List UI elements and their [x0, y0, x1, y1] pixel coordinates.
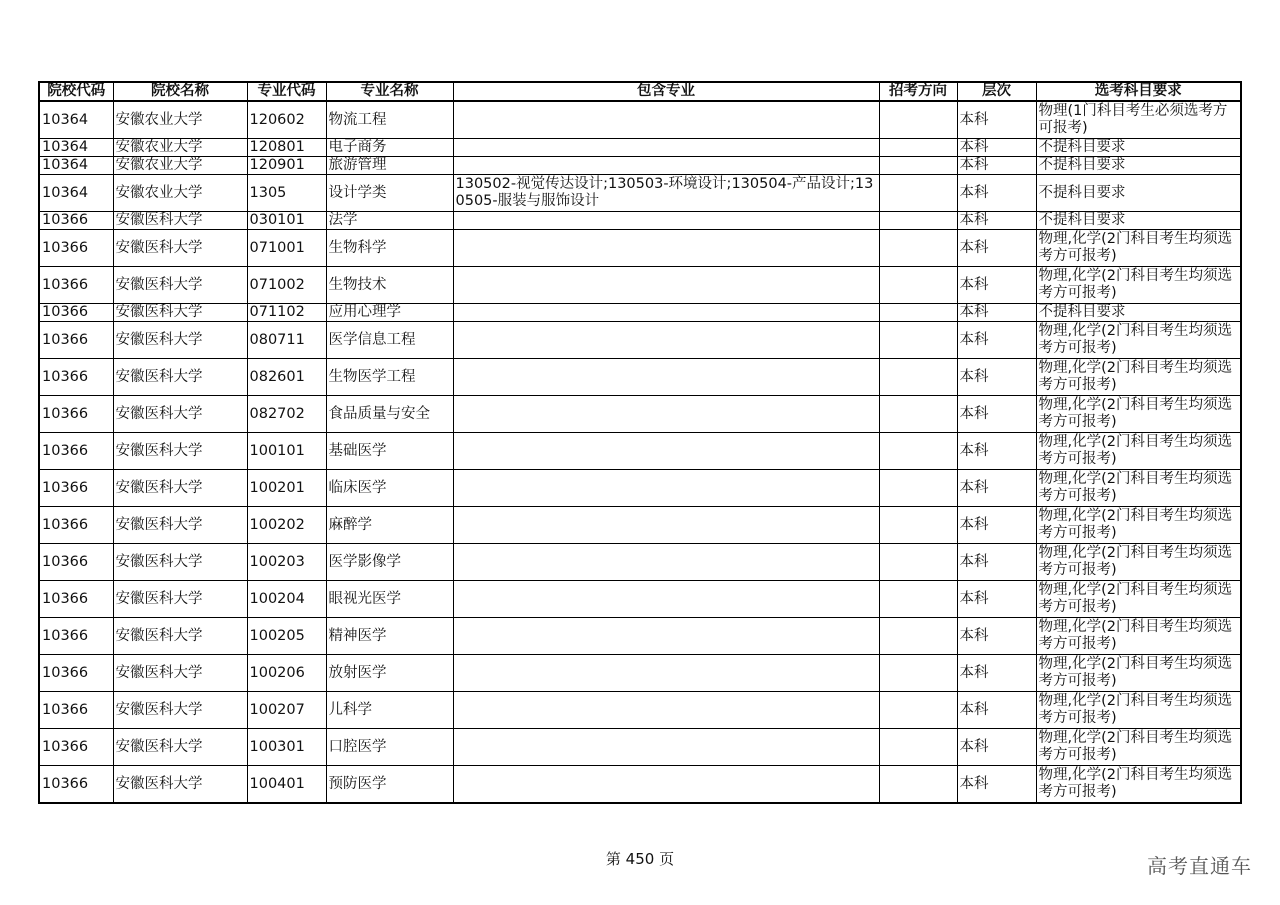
cell-school-name: 安徽农业大学 — [113, 139, 247, 157]
cell-direction — [879, 359, 957, 396]
cell-school-name: 安徽医科大学 — [113, 267, 247, 304]
cell-direction — [879, 618, 957, 655]
cell-level: 本科 — [957, 433, 1036, 470]
cell-direction — [879, 304, 957, 322]
table-body — [39, 101, 1241, 803]
cell-school-name: 安徽医科大学 — [113, 729, 247, 766]
table-row — [39, 101, 1241, 139]
cell-school-name: 安徽医科大学 — [113, 507, 247, 544]
cell-included-majors — [453, 692, 879, 729]
cell-direction — [879, 157, 957, 175]
cell-major-code: 120602 — [247, 101, 326, 139]
cell-subject-requirement: 物理,化学(2门科目考生均须选考方可报考) — [1036, 544, 1241, 581]
cell-direction — [879, 507, 957, 544]
cell-level: 本科 — [957, 157, 1036, 175]
cell-direction — [879, 267, 957, 304]
cell-included-majors — [453, 470, 879, 507]
cell-major-name: 应用心理学 — [326, 304, 453, 322]
cell-school-name: 安徽医科大学 — [113, 433, 247, 470]
cell-included-majors — [453, 396, 879, 433]
header-row — [39, 82, 1241, 101]
cell-school-name: 安徽农业大学 — [113, 157, 247, 175]
cell-major-code: 071001 — [247, 230, 326, 267]
cell-major-code: 120801 — [247, 139, 326, 157]
cell-major-name: 口腔医学 — [326, 729, 453, 766]
cell-major-code: 100205 — [247, 618, 326, 655]
cell-subject-requirement: 物理,化学(2门科目考生均须选考方可报考) — [1036, 359, 1241, 396]
cell-major-name: 基础医学 — [326, 433, 453, 470]
cell-school-name: 安徽医科大学 — [113, 359, 247, 396]
cell-school-code: 10366 — [39, 433, 113, 470]
cell-school-name: 安徽医科大学 — [113, 470, 247, 507]
cell-subject-requirement: 物理,化学(2门科目考生均须选考方可报考) — [1036, 322, 1241, 359]
table-row — [39, 212, 1241, 230]
cell-major-name: 放射医学 — [326, 655, 453, 692]
cell-major-name: 生物技术 — [326, 267, 453, 304]
table-row — [39, 729, 1241, 766]
table-row — [39, 304, 1241, 322]
cell-major-code: 100203 — [247, 544, 326, 581]
cell-level: 本科 — [957, 267, 1036, 304]
cell-major-code: 100202 — [247, 507, 326, 544]
cell-school-name: 安徽医科大学 — [113, 692, 247, 729]
cell-direction — [879, 175, 957, 212]
cell-major-name: 预防医学 — [326, 766, 453, 804]
cell-major-name: 法学 — [326, 212, 453, 230]
cell-major-code: 100301 — [247, 729, 326, 766]
header-direction: 招考方向 — [879, 82, 957, 101]
cell-school-name: 安徽医科大学 — [113, 618, 247, 655]
cell-major-code: 082601 — [247, 359, 326, 396]
cell-level: 本科 — [957, 101, 1036, 139]
cell-major-code: 120901 — [247, 157, 326, 175]
cell-school-code: 10366 — [39, 729, 113, 766]
cell-level: 本科 — [957, 396, 1036, 433]
cell-school-code: 10366 — [39, 544, 113, 581]
cell-level: 本科 — [957, 322, 1036, 359]
cell-school-code: 10366 — [39, 212, 113, 230]
cell-major-code: 071002 — [247, 267, 326, 304]
cell-included-majors — [453, 729, 879, 766]
cell-school-code: 10364 — [39, 157, 113, 175]
cell-included-majors — [453, 101, 879, 139]
table-row — [39, 581, 1241, 618]
header-subject-requirement: 选考科目要求 — [1036, 82, 1241, 101]
cell-school-code: 10366 — [39, 692, 113, 729]
cell-included-majors — [453, 581, 879, 618]
cell-included-majors — [453, 304, 879, 322]
table-row — [39, 230, 1241, 267]
cell-direction — [879, 655, 957, 692]
cell-major-code: 100207 — [247, 692, 326, 729]
cell-school-code: 10366 — [39, 766, 113, 804]
cell-subject-requirement: 物理,化学(2门科目考生均须选考方可报考) — [1036, 729, 1241, 766]
cell-major-code: 082702 — [247, 396, 326, 433]
cell-subject-requirement: 物理,化学(2门科目考生均须选考方可报考) — [1036, 470, 1241, 507]
cell-direction — [879, 101, 957, 139]
cell-level: 本科 — [957, 655, 1036, 692]
cell-direction — [879, 212, 957, 230]
cell-school-name: 安徽农业大学 — [113, 175, 247, 212]
cell-school-code: 10364 — [39, 175, 113, 212]
cell-subject-requirement: 不提科目要求 — [1036, 304, 1241, 322]
cell-school-name: 安徽农业大学 — [113, 101, 247, 139]
watermark-logo-text: 高考直通车 — [1147, 854, 1252, 878]
table-row — [39, 359, 1241, 396]
cell-school-code: 10366 — [39, 470, 113, 507]
cell-included-majors: 130502-视觉传达设计;130503-环境设计;130504-产品设计;130505-服装与服饰设计 — [453, 175, 879, 212]
table-row — [39, 175, 1241, 212]
cell-subject-requirement: 物理,化学(2门科目考生均须选考方可报考) — [1036, 692, 1241, 729]
table-row — [39, 267, 1241, 304]
cell-major-code: 071102 — [247, 304, 326, 322]
table-row — [39, 433, 1241, 470]
cell-included-majors — [453, 766, 879, 804]
header-major-name: 专业名称 — [326, 82, 453, 101]
cell-direction — [879, 544, 957, 581]
page-number: 第 450 页 — [605, 850, 675, 868]
cell-subject-requirement: 物理,化学(2门科目考生均须选考方可报考) — [1036, 655, 1241, 692]
cell-subject-requirement: 物理,化学(2门科目考生均须选考方可报考) — [1036, 267, 1241, 304]
cell-level: 本科 — [957, 359, 1036, 396]
cell-school-name: 安徽医科大学 — [113, 655, 247, 692]
header-school-name: 院校名称 — [113, 82, 247, 101]
cell-school-code: 10366 — [39, 304, 113, 322]
cell-major-name: 设计学类 — [326, 175, 453, 212]
table-row — [39, 139, 1241, 157]
table-row — [39, 322, 1241, 359]
cell-school-code: 10366 — [39, 267, 113, 304]
cell-subject-requirement: 物理,化学(2门科目考生均须选考方可报考) — [1036, 507, 1241, 544]
cell-direction — [879, 581, 957, 618]
cell-direction — [879, 139, 957, 157]
cell-major-name: 医学影像学 — [326, 544, 453, 581]
cell-major-name: 生物医学工程 — [326, 359, 453, 396]
cell-major-name: 旅游管理 — [326, 157, 453, 175]
cell-included-majors — [453, 359, 879, 396]
cell-included-majors — [453, 267, 879, 304]
cell-level: 本科 — [957, 139, 1036, 157]
cell-major-name: 儿科学 — [326, 692, 453, 729]
cell-major-name: 临床医学 — [326, 470, 453, 507]
header-school-code: 院校代码 — [39, 82, 113, 101]
cell-included-majors — [453, 507, 879, 544]
cell-major-code: 100401 — [247, 766, 326, 804]
cell-level: 本科 — [957, 692, 1036, 729]
cell-subject-requirement: 不提科目要求 — [1036, 139, 1241, 157]
cell-school-name: 安徽医科大学 — [113, 396, 247, 433]
cell-school-name: 安徽医科大学 — [113, 322, 247, 359]
cell-level: 本科 — [957, 175, 1036, 212]
cell-included-majors — [453, 139, 879, 157]
cell-school-name: 安徽医科大学 — [113, 581, 247, 618]
cell-included-majors — [453, 544, 879, 581]
cell-subject-requirement: 不提科目要求 — [1036, 212, 1241, 230]
table-row — [39, 157, 1241, 175]
cell-level: 本科 — [957, 618, 1036, 655]
cell-school-code: 10366 — [39, 359, 113, 396]
cell-direction — [879, 470, 957, 507]
cell-subject-requirement: 物理(1门科目考生必须选考方可报考) — [1036, 101, 1241, 139]
table-row — [39, 544, 1241, 581]
cell-major-code: 080711 — [247, 322, 326, 359]
cell-included-majors — [453, 230, 879, 267]
cell-subject-requirement: 物理,化学(2门科目考生均须选考方可报考) — [1036, 433, 1241, 470]
cell-included-majors — [453, 433, 879, 470]
cell-major-name: 食品质量与安全 — [326, 396, 453, 433]
table-row — [39, 618, 1241, 655]
cell-major-name: 麻醉学 — [326, 507, 453, 544]
cell-included-majors — [453, 157, 879, 175]
cell-subject-requirement: 物理,化学(2门科目考生均须选考方可报考) — [1036, 230, 1241, 267]
cell-school-name: 安徽医科大学 — [113, 212, 247, 230]
cell-direction — [879, 729, 957, 766]
cell-included-majors — [453, 618, 879, 655]
cell-major-name: 医学信息工程 — [326, 322, 453, 359]
cell-major-name: 眼视光医学 — [326, 581, 453, 618]
header-major-code: 专业代码 — [247, 82, 326, 101]
cell-school-name: 安徽医科大学 — [113, 230, 247, 267]
table-row — [39, 655, 1241, 692]
cell-school-code: 10366 — [39, 230, 113, 267]
cell-direction — [879, 322, 957, 359]
cell-school-code: 10366 — [39, 581, 113, 618]
cell-included-majors — [453, 655, 879, 692]
cell-major-code: 100204 — [247, 581, 326, 618]
cell-level: 本科 — [957, 470, 1036, 507]
cell-level: 本科 — [957, 729, 1036, 766]
table-row — [39, 507, 1241, 544]
cell-subject-requirement: 物理,化学(2门科目考生均须选考方可报考) — [1036, 581, 1241, 618]
cell-subject-requirement: 物理,化学(2门科目考生均须选考方可报考) — [1036, 766, 1241, 804]
cell-level: 本科 — [957, 581, 1036, 618]
cell-school-code: 10364 — [39, 139, 113, 157]
cell-level: 本科 — [957, 766, 1036, 804]
cell-major-name: 物流工程 — [326, 101, 453, 139]
table-row — [39, 692, 1241, 729]
cell-major-name: 精神医学 — [326, 618, 453, 655]
cell-direction — [879, 396, 957, 433]
cell-school-code: 10364 — [39, 101, 113, 139]
cell-included-majors — [453, 322, 879, 359]
cell-school-name: 安徽医科大学 — [113, 304, 247, 322]
table-row — [39, 396, 1241, 433]
cell-major-code: 030101 — [247, 212, 326, 230]
cell-school-code: 10366 — [39, 396, 113, 433]
admission-table — [38, 81, 1242, 804]
cell-major-code: 100206 — [247, 655, 326, 692]
header-level: 层次 — [957, 82, 1036, 101]
cell-school-code: 10366 — [39, 322, 113, 359]
cell-major-name: 生物科学 — [326, 230, 453, 267]
cell-included-majors — [453, 212, 879, 230]
cell-subject-requirement: 不提科目要求 — [1036, 157, 1241, 175]
cell-school-code: 10366 — [39, 507, 113, 544]
cell-school-code: 10366 — [39, 618, 113, 655]
header-included-majors: 包含专业 — [453, 82, 879, 101]
cell-level: 本科 — [957, 507, 1036, 544]
cell-major-code: 100101 — [247, 433, 326, 470]
table-row — [39, 470, 1241, 507]
cell-school-name: 安徽医科大学 — [113, 544, 247, 581]
cell-level: 本科 — [957, 304, 1036, 322]
table-row — [39, 766, 1241, 804]
cell-subject-requirement: 不提科目要求 — [1036, 175, 1241, 212]
cell-level: 本科 — [957, 230, 1036, 267]
cell-direction — [879, 766, 957, 804]
cell-subject-requirement: 物理,化学(2门科目考生均须选考方可报考) — [1036, 396, 1241, 433]
cell-subject-requirement: 物理,化学(2门科目考生均须选考方可报考) — [1036, 618, 1241, 655]
cell-major-name: 电子商务 — [326, 139, 453, 157]
cell-direction — [879, 692, 957, 729]
cell-school-code: 10366 — [39, 655, 113, 692]
cell-major-code: 100201 — [247, 470, 326, 507]
cell-direction — [879, 230, 957, 267]
cell-level: 本科 — [957, 544, 1036, 581]
cell-level: 本科 — [957, 212, 1036, 230]
cell-direction — [879, 433, 957, 470]
cell-school-name: 安徽医科大学 — [113, 766, 247, 804]
cell-major-code: 1305 — [247, 175, 326, 212]
